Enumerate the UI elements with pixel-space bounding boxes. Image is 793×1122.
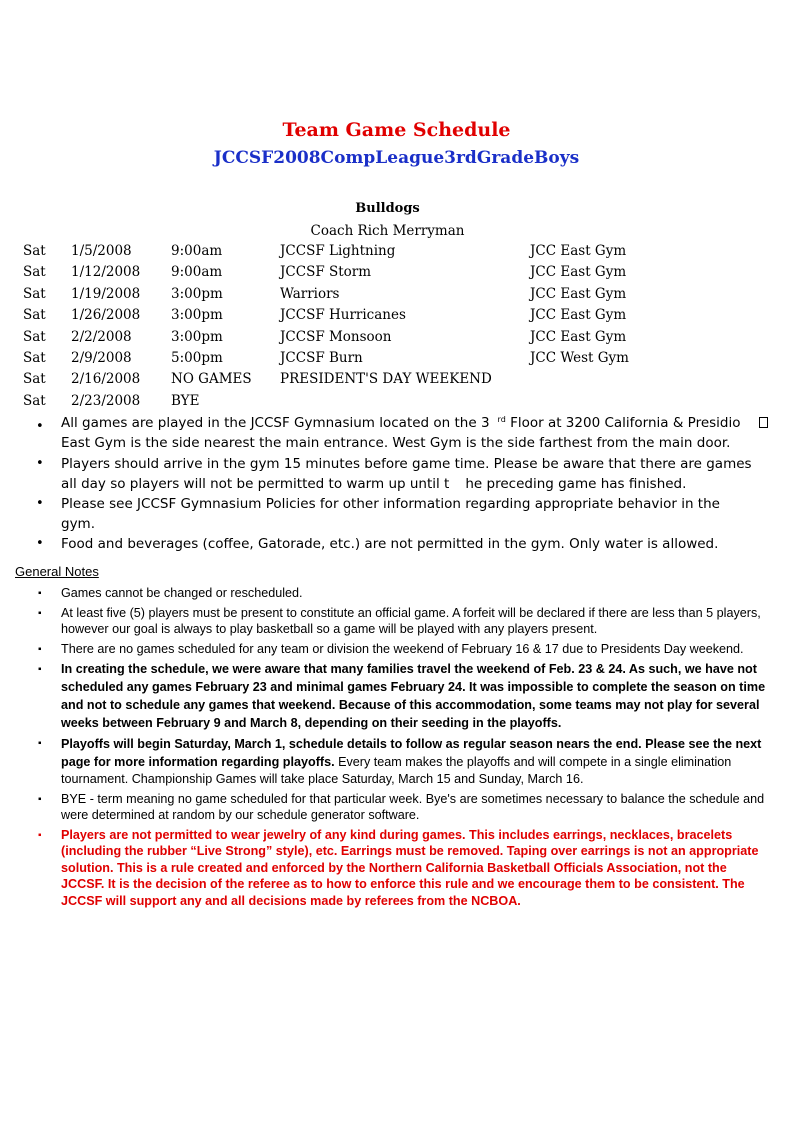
bullet-icon: • [36, 456, 44, 471]
game-location: JCC East Gym [530, 243, 627, 259]
note-text: Every team makes the playoffs and will compete in a single elimination tournament. Championship Games will take place Saturday, March 15 and Sunday, March 16. [61, 755, 732, 786]
game-location: JCC West Gym [530, 349, 629, 366]
list-item [0, 534, 793, 554]
game-time: 9:00am [171, 243, 223, 259]
game-date: 1/5/2008 [71, 243, 132, 259]
schedule-row [0, 393, 793, 414]
list-item [0, 641, 793, 658]
ordinal-suffix: rd [497, 415, 506, 424]
bullet-icon: ▪ [38, 829, 42, 841]
rule-text: East Gym is the side nearest the main entrance. West Gym is the side farthest from the main door. [61, 435, 731, 451]
list-item [0, 660, 793, 732]
jewelry-warning-text: Players are not permitted to wear jewelry of any kind during games. This includes earrings, necklaces, bracelets (including the rubber “Live Strong” style), etc. Earrings must be removed. Taping over earrings is not an appropriate solution. This is a rule created and enforced by the Northern California Basketball Officials Association, not the JCCSF. It is the decision of the referee as to how to enforce this rule and we encourage them to be consistent. The JCCSF will support any and all decisions made by referees from the NCBOA. [61, 827, 759, 908]
bullet-icon: ▪ [38, 793, 42, 805]
bullet-icon: ▪ [38, 588, 42, 599]
game-time: 3:00pm [171, 285, 223, 302]
game-opponent: Warriors [280, 285, 340, 302]
general-notes-heading: General Notes [15, 564, 99, 579]
bullet-icon: ▪ [38, 607, 42, 619]
schedule-table [0, 243, 793, 414]
schedule-row [0, 350, 793, 371]
general-notes-list [0, 585, 793, 912]
list-item [0, 735, 793, 788]
bullet-icon: ▪ [38, 643, 42, 655]
rule-text: All games are played in the JCCSF Gymnasium located on the 3 [61, 415, 490, 431]
note-text: There are no games scheduled for any team or division the weekend of February 16 & 17 due to Presidents Day weekend. [61, 641, 744, 656]
note-text: Games cannot be changed or rescheduled. [61, 586, 303, 600]
note-text: BYE - term meaning no game scheduled for that particular week. Bye's are sometimes necessary to balance the schedule and were determined at random by our schedule generator software. [61, 791, 765, 822]
schedule-row [0, 371, 793, 392]
game-date: 1/12/2008 [71, 264, 141, 281]
game-opponent: JCCSF Burn [280, 349, 363, 366]
game-location: JCC East Gym [530, 285, 627, 302]
game-day: Sat [23, 392, 46, 409]
schedule-row [0, 329, 793, 350]
game-location: JCC East Gym [530, 264, 627, 281]
rule-text: Floor at 3200 California & Presidio [505, 415, 741, 431]
schedule-row [0, 243, 793, 264]
bullet-icon: ▪ [38, 664, 42, 675]
rule-text: Please see JCCSF Gymnasium Policies for other information regarding appropriate behavior in the [61, 496, 720, 512]
game-date: 2/23/2008 [71, 392, 141, 409]
rule-text: all day so players will not be permitted to warm up until t [61, 476, 450, 492]
game-time: 3:00pm [171, 328, 223, 345]
game-opponent: JCCSF Hurricanes [280, 307, 406, 324]
team-name: Bulldogs [355, 201, 420, 216]
missing-glyph-icon [759, 417, 768, 428]
playoffs-bold-text: Playoffs will begin Saturday, March 1, schedule details to follow as regular season nears the end. Please see the next page for more information regarding playoffs. [61, 737, 762, 769]
page-title: Team Game Schedule [282, 119, 511, 141]
game-time: 5:00pm [171, 349, 223, 366]
game-day: Sat [23, 349, 46, 366]
game-opponent: PRESIDENT'S DAY WEEKEND [280, 371, 492, 388]
list-item [0, 791, 793, 824]
game-date: 2/9/2008 [71, 349, 132, 366]
game-day: Sat [23, 264, 46, 281]
list-item [0, 585, 793, 602]
game-location: JCC East Gym [530, 328, 627, 345]
list-item [0, 605, 793, 638]
rule-text: Food and beverages (coffee, Gatorade, etc.) are not permitted in the gym. Only water is allowed. [61, 536, 719, 552]
list-item [0, 494, 793, 534]
rule-text: gym. [61, 516, 96, 532]
note-text: In creating the schedule, we were aware that many families travel the weekend of Feb. 23 & 24. As such, we have not scheduled any games February 23 and minimal games February 24. It was impossible to complete the season on time and not to schedule any games that weekend. Because of this accommodation, some teams may not play for several weeks between February 9 and March 8, depending on their seeding in the playoffs. [61, 662, 766, 730]
bullet-icon: • [36, 496, 44, 511]
game-day: Sat [23, 371, 46, 388]
list-item [0, 413, 793, 453]
game-day: Sat [23, 285, 46, 302]
game-location: JCC East Gym [530, 307, 627, 324]
game-opponent: JCCSF Lightning [280, 243, 396, 259]
game-opponent: JCCSF Storm [280, 264, 372, 281]
bullet-icon: • [36, 536, 44, 551]
game-date: 1/26/2008 [71, 307, 141, 324]
list-item [0, 454, 793, 494]
game-day: Sat [23, 243, 46, 259]
game-day: Sat [23, 307, 46, 324]
gym-rules-list [0, 413, 793, 554]
game-date: 2/16/2008 [71, 371, 141, 388]
rule-text: he preceding game has finished. [465, 476, 687, 492]
schedule-row [0, 264, 793, 285]
bullet-icon: ▪ [38, 738, 42, 749]
game-opponent: JCCSF Monsoon [280, 328, 392, 345]
rule-text: Players should arrive in the gym 15 minutes before game time. Please be aware that there are games [61, 456, 752, 472]
coach-name: Coach Rich Merryman [310, 223, 465, 239]
schedule-row [0, 307, 793, 328]
game-date: 1/19/2008 [71, 285, 141, 302]
list-item [0, 827, 793, 910]
schedule-row [0, 286, 793, 307]
game-time: NO GAMES [171, 371, 252, 388]
game-time: 9:00am [171, 264, 223, 281]
game-time: 3:00pm [171, 307, 223, 324]
bullet-icon: • [36, 419, 44, 434]
note-text: At least five (5) players must be present to constitute an official game. A forfeit will be declared if there are less than 5 players, however our goal is always to play basketball so a game will be played with any players present. [61, 605, 761, 636]
league-subtitle: JCCSF2008CompLeague3rdGradeBoys [213, 148, 580, 168]
game-day: Sat [23, 328, 46, 345]
game-time: BYE [171, 392, 200, 409]
game-date: 2/2/2008 [71, 328, 132, 345]
